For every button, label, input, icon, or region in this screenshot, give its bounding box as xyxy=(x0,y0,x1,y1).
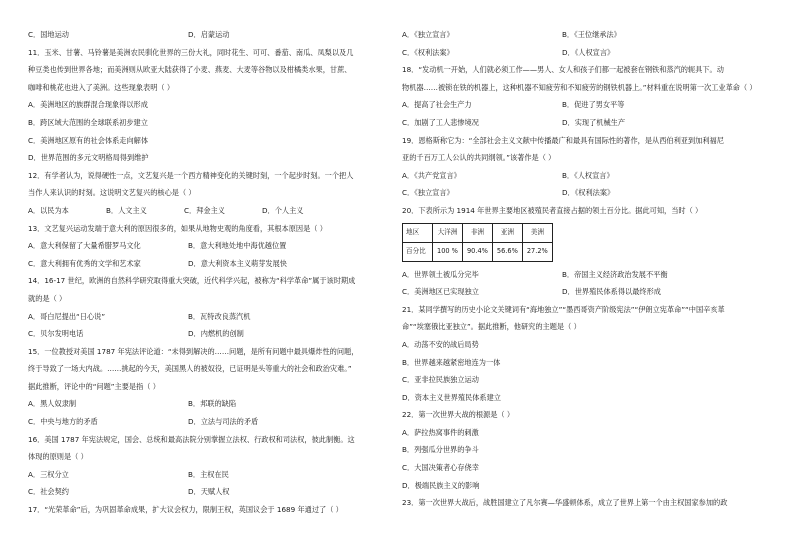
table-cell: 百分比 xyxy=(403,242,433,261)
option-d[interactable]: D．个人主义 xyxy=(262,205,304,215)
question-stem: 18．“发动机一开始，人们就必须工作——男人、女人和孩子们都一起被套在钢铁和蒸汽的轭具下。动 xyxy=(402,65,724,75)
question-22 xyxy=(402,406,770,494)
option-a[interactable]: A．动荡不安的战后局势 xyxy=(402,339,479,349)
option-a[interactable]: A．《共产党宣言》 xyxy=(402,170,461,180)
question-stem: 13．文艺复兴运动发端于意大利的原因很多的，如果从地物史观的角度看，其根本原因是（ ） xyxy=(28,223,327,233)
option-d[interactable]: D．《人权宣言》 xyxy=(562,47,615,57)
option-c[interactable]: C．《权利法案》 xyxy=(402,47,454,57)
option-d[interactable]: D．天赋人权 xyxy=(188,487,230,497)
q17-options-row xyxy=(402,44,770,62)
question-18 xyxy=(402,61,770,131)
option-a[interactable]: A．以民为本 xyxy=(28,205,69,215)
question-17 xyxy=(28,501,388,519)
option-c[interactable]: C．意大利拥有优秀的文学和艺术家 xyxy=(28,258,141,268)
options-row xyxy=(28,483,388,501)
options-row xyxy=(402,184,770,202)
question-20 xyxy=(402,202,770,301)
right-column xyxy=(402,26,770,512)
question-23 xyxy=(402,494,770,512)
option-d[interactable]: D．极端民族主义的影响 xyxy=(402,480,480,490)
options-row xyxy=(402,167,770,185)
table-cell: 非洲 xyxy=(462,223,492,242)
question-stem: 20．下表所示为 1914 年世界主要地区被殖民者直接占据的领土百分比。据此可知，当时（ ） xyxy=(402,205,703,215)
options-row xyxy=(28,308,388,326)
question-stem: 就的是（ ） xyxy=(28,293,67,303)
options-row xyxy=(28,413,388,431)
option-a[interactable]: A．世界领土被瓜分完毕 xyxy=(402,269,479,279)
option-b[interactable]: B．《王位继承法》 xyxy=(562,30,621,39)
option-c[interactable]: C．中央与地方的矛盾 xyxy=(28,417,98,427)
option-c[interactable]: C．拜金主义 xyxy=(184,205,225,215)
option-d[interactable]: D．资本主义世界殖民体系建立 xyxy=(402,392,501,402)
option-d[interactable]: D．世界范围的多元文明格局得到维护 xyxy=(28,153,149,163)
question-stem: 14．16-17 世纪，欧洲的自然科学研究取得重大突破，近代科学兴起，被称为“科学革命”属于该时期成 xyxy=(28,276,356,286)
options-row xyxy=(402,283,770,301)
option-a[interactable]: A．三权分立 xyxy=(28,469,69,479)
question-stem: 终于导致了一场大内战。……挑起的今天，美国黑人的被奴役，已证明是头等重大的社会和政治灾难。” xyxy=(28,364,352,374)
question-stem: 12．有学者认为，说得硬性一点，文艺复兴是一个西方精神变化的关键时刻，一个起步时刻。一个把人 xyxy=(28,170,354,180)
question-stem: 17．“光荣革命”后，为巩固革命成果，扩大议会权力，限制王权，英国议会于 1689 年通过了（ ） xyxy=(28,505,343,515)
question-stem: 种豆类也传到世界各地；而美洲则从欧亚大陆获得了小麦、燕麦、大麦等谷物以及柑橘类水果，甘蔗、 xyxy=(28,65,352,75)
option-b[interactable]: B．邦联的缺陷 xyxy=(188,399,237,409)
question-13 xyxy=(28,220,388,273)
left-column xyxy=(28,26,388,519)
option-a[interactable]: A．萨拉热窝事件的刺激 xyxy=(402,427,479,437)
option-c[interactable]: C．国地运动 xyxy=(28,30,69,39)
option-d[interactable]: D．世界殖民体系得以最终形成 xyxy=(562,287,661,297)
question-stem: 22．第一次世界大战的根源是（ ） xyxy=(402,410,515,420)
option-d[interactable]: D．《权利法案》 xyxy=(562,188,615,198)
question-stem: 咖啡和桃花也进入了美洲。这些现象表明（ ） xyxy=(28,82,175,92)
option-c[interactable]: C．美洲地区原有的社会体系走向解体 xyxy=(28,135,149,145)
question-21 xyxy=(402,301,770,407)
option-b[interactable]: B．人文主义 xyxy=(106,205,147,215)
option-a[interactable]: A．哥白尼提出“日心说” xyxy=(28,311,106,321)
options-row xyxy=(28,237,388,255)
question-stem: 亚的千百万工人公认的共同纲领。”该著作是（ ） xyxy=(402,153,556,163)
option-a[interactable]: A．美洲地区的族群混合现象得以形成 xyxy=(28,100,148,110)
option-b[interactable]: B．帝国主义经济政治发展不平衡 xyxy=(562,269,668,279)
options-row xyxy=(28,325,388,343)
option-a[interactable]: A．《独立宣言》 xyxy=(402,30,454,39)
option-c[interactable]: C．亚非拉民族独立运动 xyxy=(402,375,479,385)
option-b[interactable]: B．主权在民 xyxy=(188,469,229,479)
question-stem: 16．美国 1787 年宪法规定，国会、总统和最高法院分别掌握立法权、行政权和司法权，彼此制衡。这 xyxy=(28,434,355,444)
question-stem: 当作人来认识的时刻。这说明文艺复兴的核心是（ ） xyxy=(28,188,196,198)
options-row xyxy=(402,266,770,284)
q10-options-row xyxy=(28,26,388,44)
option-c[interactable]: C．美洲地区已实现独立 xyxy=(402,287,479,297)
option-d[interactable]: D．实现了机械生产 xyxy=(562,117,626,127)
option-c[interactable]: C．社会契约 xyxy=(28,487,69,497)
option-d[interactable]: D．意大利资本主义萌芽发展快 xyxy=(188,258,287,268)
question-stem: 23．第一次世界大战后，战胜国建立了凡尔赛—华盛顿体系，成立了世界上第一个由主权国家参加的政 xyxy=(402,498,728,508)
table-cell: 56.6% xyxy=(492,242,522,261)
question-stem: 命”“埃塞俄比亚独立”。据此推断，他研究的主题是（ ） xyxy=(402,322,581,332)
option-c[interactable]: C．大国决策者心存侥幸 xyxy=(402,463,479,473)
table-row xyxy=(403,242,553,261)
option-d[interactable]: D．立法与司法的矛盾 xyxy=(188,417,259,427)
question-stem: 物机器……被锁在铁的机器上，这种机器不知疲劳和不知疲劳的钢铁机器上。”材料重在说明第一次工业革命（ ） xyxy=(402,82,757,92)
table-cell: 100 % xyxy=(433,242,463,261)
question-stem: 21．某同学撰写的历史小论文关键词有“海地独立”“墨西哥资产阶级宪法”“伊朗立宪革命”“中国辛亥革 xyxy=(402,304,725,314)
option-d[interactable]: D．启蒙运动 xyxy=(188,30,230,39)
question-11 xyxy=(28,44,388,167)
option-b[interactable]: B．《人权宣言》 xyxy=(562,170,614,180)
option-b[interactable]: B．跨区域大范围的全球联系初步建立 xyxy=(28,117,148,127)
question-stem: 15．一位教授对美国 1787 年宪法评论道：“未得到解决的……问题，是所有问题中最具爆炸性的问题， xyxy=(28,346,359,356)
territory-table xyxy=(402,223,553,262)
options-row xyxy=(28,395,388,413)
option-b[interactable]: B．意大利地处地中海优越位置 xyxy=(188,241,287,251)
option-a[interactable]: A．意大利保留了大量希腊罗马文化 xyxy=(28,241,141,251)
option-c[interactable]: C．《独立宣言》 xyxy=(402,188,454,198)
question-15 xyxy=(28,343,388,431)
question-stem: 19．恩格斯称它为：“全部社会主义文献中传播最广和最具有国际性的著作，是从西伯利亚到加利福尼 xyxy=(402,135,724,145)
table-cell: 大洋洲 xyxy=(433,223,463,242)
option-a[interactable]: A．提高了社会生产力 xyxy=(402,100,472,110)
table-cell: 美洲 xyxy=(522,223,552,242)
question-19 xyxy=(402,132,770,202)
table-cell: 27.2% xyxy=(522,242,552,261)
options-row xyxy=(402,96,770,114)
options-row xyxy=(402,114,770,132)
question-stem: 11．玉米、甘薯、马铃薯是美洲农民驯化世界的三份大礼，同时花生、可可、番茄、南瓜、凤梨以及几 xyxy=(28,47,354,57)
question-stem: 体现的原则是（ ） xyxy=(28,452,88,462)
option-c[interactable]: C．贝尔发明电话 xyxy=(28,329,84,339)
table-cell: 地区 xyxy=(403,223,433,242)
question-12 xyxy=(28,167,388,220)
question-16 xyxy=(28,431,388,501)
q17-options-row xyxy=(402,26,770,44)
options-row xyxy=(28,255,388,273)
option-c[interactable]: C．加剧了工人悲惨境况 xyxy=(402,117,479,127)
question-stem: 据此推断，评论中的“问题”主要是指（ ） xyxy=(28,381,160,391)
table-cell: 90.4% xyxy=(462,242,492,261)
options-row xyxy=(28,202,388,220)
option-a[interactable]: A．黑人奴隶制 xyxy=(28,399,77,409)
option-d[interactable]: D．内燃机的创制 xyxy=(188,329,244,339)
option-b[interactable]: B．列强瓜分世界的争斗 xyxy=(402,445,479,455)
question-14 xyxy=(28,272,388,342)
option-b[interactable]: B．世界越来越紧密地连为一体 xyxy=(402,357,501,367)
table-header-row xyxy=(403,223,553,242)
option-b[interactable]: B．促进了男女平等 xyxy=(562,100,625,110)
option-b[interactable]: B．瓦特改良蒸汽机 xyxy=(188,311,251,321)
options-row xyxy=(28,466,388,484)
table-cell: 亚洲 xyxy=(492,223,522,242)
